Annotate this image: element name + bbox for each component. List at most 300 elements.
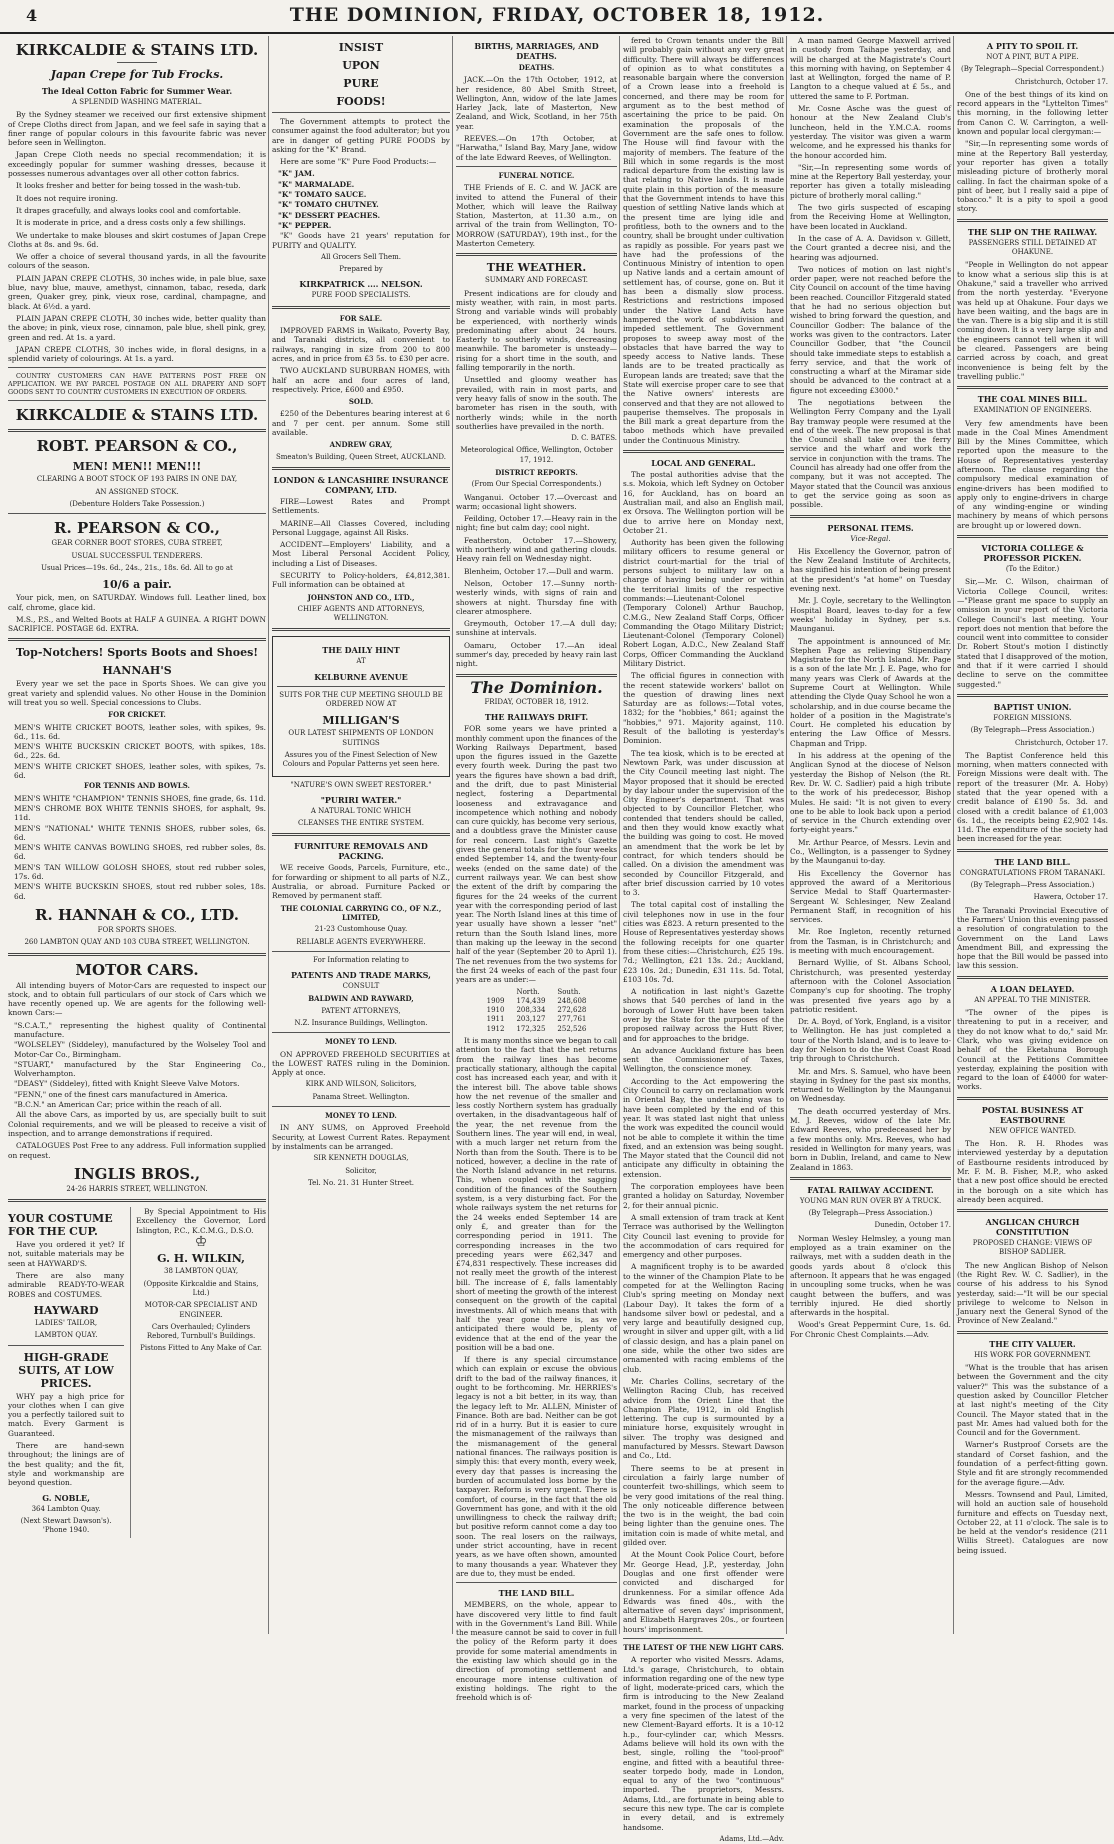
table-cell: 272,628 — [557, 1006, 587, 1015]
article-paragraph: fered to Crown tenants under the Bill will probably gain without any very great difficulty. There will always be differences of opinion as to what constitutes a reasonable bargain where the conversion of a Crown lease into a freehold is concerned, and there may be room for argument as to the best method of ascertaining the price to be paid. On examination the proposals of the Government are the safe ones to follow. The House will find favour with the majority of members. The feature of the Bill which in some regards is the most radical departure from the existing law is that relating to Native lands. It is made quite plain in this portion of the measure that the Government intends to have this question of settling Native lands which at the present time are lying idle and profitless, both to the owners and to the country, shall be brought under cultivation as rapidly as possible. For years past we have had the professions of the Continuous Ministry of intention to open up Native lands and a certain amount of settlement has, of course, gone on. But it has been a dismally slow process. Restrictions and restrictions imposed under the Native Land Acts have hampered the work of subdivision and impeded settlement. The Government proposes to sweep away most of the obstacles that have barred the way to speedy access to Native lands. These lands are to be treated practically as European lands are treated; save that the State will exercise proper care to see that the Native owners' interests are conserved and that they are not allowed to pauperise themselves. The proposals in the Bill mark a great departure from the taboo methods which have prevailed under the Continuous Ministry. — [623, 36, 784, 445]
section-heading: POSTAL BUSINESS AT EASTBOURNE — [981, 1104, 1084, 1125]
table-row — [481, 1015, 593, 1024]
ad-heading: FURNITURE REMOVALS AND PACKING. — [294, 841, 428, 862]
ad-paragraph: All intending buyers of Motor-Cars are requested to inspect our stock, and to obtain full particulars of our stock of Cars which we have recently opened up. We are agents for the following well-known Cars:— — [8, 980, 266, 1018]
ad-line: CONSULT — [342, 982, 380, 991]
ad-line: SUITS FOR THE CUP MEETING SHOULD BE ORDERED NOW AT — [279, 690, 443, 709]
article-paragraph: The Baptist Conference held this morning, when matters connected with Foreign Missions were dealt with. The report of the treasurer (Mr. A. Hoby) stated that the year opened with a credit balance of £190 5s. 3d. and closed with a credit balance of £1,003 6s. 1d., the receipts being £2,902 14s. 11d. The expenditure of the society had been increased for the year. — [957, 750, 1108, 844]
article-paragraph: Mr. J. Coyle, secretary to the Wellington Hospital Board, leaves to-day for a few weeks' holiday in Sydney, per s.s. Maunganui. — [790, 596, 951, 634]
ad-paragraph: Have you ordered it yet? If not, suitable materials may be seen at HAYWARD'S. — [8, 1240, 125, 1268]
dominion-nameplate: The Dominion. — [470, 677, 603, 697]
hayward-name: HAYWARD — [33, 1303, 99, 1317]
article-paragraph: MEMBERS, on the whole, appear to have discovered very little to find fault with in the Government's Land Bill. While the measure cannot be said to cover in full the policy of the Reform party it does provide for some material amendments in the existing law which should go in the direction of promoting settlement and encourage more intense cultivation of existing holdings. The right to the freehold which is of- — [456, 1600, 617, 1703]
ad-paragraph: We undertake to make blouses and skirt costumes of Japan Crepe Cloths at 8s. and 9s. 6d. — [8, 230, 266, 249]
k-brand-ad — [272, 41, 450, 301]
table-cell: 172,325 — [516, 1024, 546, 1033]
kirkcaldie-ad — [8, 41, 266, 424]
masthead — [0, 0, 1114, 34]
ad-item: MEN'S WHITE CRICKET BOOTS, leather soles, with spikes, 9s. 6d., 11s. 6d. — [14, 722, 266, 741]
furniture-ad — [272, 841, 450, 946]
ad-item: MEN'S WHITE CRICKET SHOES, leather soles, with spikes, 7s. 6d. — [14, 761, 266, 781]
hayward-noble-ads — [8, 1207, 124, 1538]
kirkcaldie-title-2: KIRKCALDIE & STAINS LTD. — [15, 406, 259, 425]
ad-paragraph: Here are some "K" Pure Food Products:— — [280, 157, 437, 167]
ad-line: Pistons Fitted to Any Make of Car. — [140, 1344, 262, 1353]
ad-line: THE COLONIAL CARRYING CO., OF N.Z., LIMITED, — [280, 903, 442, 922]
article-paragraph: An advance Auckland fixture has been sent the Commissioner of Taxes, Wellington, the conscience money. — [623, 1045, 784, 1074]
article-paragraph: The Hon. R. H. Rhodes was interviewed yesterday by a deputation of Eastbourne residents introduced by Mr. F. M. B. Fisher, M.P., who asked that a new post office should be erected in the borough on a site which has already been acquired. — [957, 1139, 1108, 1204]
ad-line: "NATURE'S OWN SWEET RESTORER." — [290, 780, 432, 789]
column-rule — [619, 36, 620, 1634]
ad-paragraph: WHY pay a high price for your clothes when I can give you a perfectly tailored suit to match. Every Garment is Guaranteed. — [8, 1391, 125, 1438]
ad-item: MEN'S WHITE CANVAS BOWLING SHOES, red rubber soles, 8s. 6d. — [14, 843, 266, 862]
article-paragraph: Very few amendments have been made in the Coal Mines Amendment Bill by the Mines Committee, which reported upon the measure to the House of Representatives yesterday afternoon. The clause regarding the compulsory medical examination of engine-drivers has been modified to apply only to engine-drivers in charge of any winding-engine or winding machinery by means of which persons are brought up or lowered down. — [957, 418, 1108, 530]
ad-line: PATENT ATTORNEYS, — [321, 1006, 401, 1015]
article-paragraph: Mr. and Mrs. S. Samuel, who have been staying in Sydney for the past six months, returned to Wellington by the Maunganui on Wednesday. — [790, 1066, 951, 1104]
editorial-heading: THE LAND BILL. — [498, 1588, 575, 1599]
article-paragraph: "The owner of the pipes is threatening to put in a receiver, and they do not know what to do," said Mr. Clark, who was giving evidence on behalf of the Eketahuna Borough Council at the Petitions Committee yesterday, explaining the position with regard to the loan of £4000 for water-works. — [957, 1008, 1108, 1092]
ad-item: "STUART," manufactured by the Star Engineering Co., Wolverhampton. — [14, 1059, 266, 1079]
article-paragraph: "Sir,—In representing some words of mine at the Repertory Ball yesterday, your reporter has given a totally misleading picture of brotherly moral calling. In fact the chairman spoke of a pint of beer, but I really said a pipe of tobacco." It is a pity to spoil a good story. — [957, 139, 1108, 214]
hannah-name: HANNAH'S — [102, 664, 172, 678]
article-paragraph: Wanganui. October 17.—Overcast and warm; occasional light showers. — [456, 492, 617, 511]
ad-subhead: FOR CRICKET. — [108, 710, 166, 720]
ad-paragraph: We offer a choice of several thousand yards, in all the favourite colours of the season. — [8, 252, 266, 271]
section-subhead: YOUNG MAN RUN OVER BY A TRUCK. — [799, 1196, 942, 1205]
ad-item: "DEASY" (Siddeley), fitted with Knight Sleeve Valve Motors. — [14, 1079, 240, 1089]
motor-cars-title: MOTOR CARS. — [75, 960, 199, 979]
wilkin-name: G. H. WILKIN, — [157, 1252, 245, 1266]
section-subhead: THE LATEST OF THE NEW LIGHT CARS. — [623, 1642, 784, 1652]
ad-paragraph: ACCIDENT—Employers' Liability, and a Most Liberal Personal Accident Policy, including a List of Diseases. — [272, 540, 450, 568]
patents-ad — [272, 956, 450, 1028]
insurance-ad — [272, 475, 450, 624]
section-heading: ANGLICAN CHURCH CONSTITUTION — [985, 1217, 1080, 1238]
railway-returns-table — [481, 988, 593, 1034]
section-heading: THE LAND BILL. — [994, 856, 1071, 867]
ad-line: Tel. No. 21. 31 Hunter Street. — [307, 1178, 415, 1187]
ad-tagline: A SPLENDID WASHING MATERIAL. — [72, 98, 202, 106]
article-paragraph: Norman Wesley Helmsley, a young man employed as a train examiner on the railways, met with a sudden death in the goods yards about 8 o'clock this afternoon. It appears that he was engaged in uncoupling some trucks, when he was caught between the buffers, and was terribly injured. He died shortly afterwards in the hospital. — [790, 1233, 951, 1318]
ad-item: "K" DESSERT PEACHES. — [278, 210, 381, 220]
article-paragraph: FOR some years we have printed a monthly comment upon the finances of the Working Railways Department, based upon the figures issued in the Gazette every fourth week. During the past two years the figures have shown a bad drift, and the drift, due to past Ministerial neglect, fostering a Departmental looseness and extravagance and incompetence which nothing and nobody can cure quickly, has become very serious, and a doubtless grave the Minister cause for real concern. Last night's Gazette gives the general totals for the four weeks ended September 14, and the twenty-four weeks (ended on the same date) of the current railways year. We can best show the extent of the drift by comparing the figures for the 24 weeks of the current year with the corresponding period of last year. The North Island lines at this time of year usually have shown a lesser "net" return than the South Island lines, more than making up the leeway in the second half of the year (September 20 to April 1). The net revenues from the two systems for the first 24 weeks of each of the past four years are as under:— — [456, 724, 617, 985]
table-header: North. — [516, 987, 540, 996]
article-paragraph: There seems to be at present in circulation a fairly large number of counterfeit two-shillings, which seem to be very good imitations of the real thing. The only noticeable difference between the two is in the weight, the bad coin being lighter than the genuine ones. The imitation coin is made of white metal, and gilded over. — [623, 1463, 784, 1548]
section-subhead: AN APPEAL TO THE MINISTER. — [974, 995, 1091, 1004]
ad-line: KIRK AND WILSON, Solicitors, — [305, 1080, 417, 1089]
kirkcaldie-title: KIRKCALDIE & STAINS LTD. — [15, 41, 259, 59]
column-2 — [272, 36, 450, 1634]
column-rule — [268, 36, 269, 1634]
section-subhead: DEATHS. — [518, 63, 555, 72]
milligan-ad — [272, 636, 450, 776]
article-paragraph: Messrs. Townsend and Paul, Limited, will hold an auction sale of household furniture and effects on Tuesday next, October 22, at 11 o'clock. The sale is to be held at the vendor's residence (211 Willis Street). Catalogues are now being issued. — [957, 1489, 1108, 1555]
section-heading: A PITY TO SPOIL IT. — [986, 41, 1079, 51]
article-paragraph: Bernard Wyllie, of St. Albans School, Christchurch, was presented yesterday afternoon with the Colonel Association Company's cup for shooting. The trophy was presented five years ago by a patriotic resident. — [790, 958, 951, 1014]
section-subhead: DISTRICT REPORTS. — [495, 467, 578, 477]
column-rule — [452, 36, 453, 1634]
article-paragraph: One of the best things of its kind on record appears in the "Lyttelton Times" this morning, in the following letter from Canon C. W. Carrington, a well-known and popular local clergyman:— — [957, 89, 1108, 137]
ad-heading: THE DAILY HINT — [322, 645, 400, 656]
ad-heading: FOODS! — [336, 95, 386, 108]
editorial-date: FRIDAY, OCTOBER 18, 1912. — [484, 697, 589, 706]
table-cell: 1909 — [486, 996, 505, 1005]
ad-line: ANDREW GRAY, — [329, 440, 393, 450]
article-paragraph: Unsettled and gloomy weather has prevailed, with rain in most parts, and very heavy falls of snow in the south. The barometer has risen in the south, with northerly winds; while in the north southerlies have prevailed in the north. — [456, 375, 617, 431]
ad-line: Hawera, October 17. — [1033, 893, 1108, 902]
column-5 — [790, 36, 951, 1634]
ad-line: Solicitor, — [345, 1166, 377, 1175]
ad-item: "FENN," one of the finest cars manufactured in America. — [14, 1089, 228, 1099]
section-heading: LOCAL AND GENERAL. — [651, 458, 756, 469]
death-notice: JACK.—On the 17th October, 1912, at her residence, 80 Abel Smith Street, Wellington, Ann, widow of the late James Harley Jack, late of Masterton, New Zealand, and Wick, Scotland, in her 75th year. — [456, 75, 617, 131]
article-paragraph: Mr. Cosne Asche was the guest of honour at the New Zealand Club's luncheon, held in the Y.M.C.A. rooms yesterday. The visitor was given a warm welcome, and he expressed his thanks for the honour accorded him. — [790, 104, 951, 160]
motor-cars-ad — [8, 961, 266, 1195]
ad-bullet: It does not require ironing. — [16, 193, 118, 203]
article-paragraph: A man named George Maxwell arrived in custody from Taihape yesterday, and will be charged at the Magistrate's Court this morning with having, on September 4 last at Wellington, forged the name of P. Langton to a cheque valued at £ 5s., and uttered the same to F. Portman. — [790, 36, 951, 101]
noble-heading: HIGH-GRADE SUITS, AT LOW PRICES. — [18, 1350, 114, 1390]
ad-line: Panama Street. Wellington. — [312, 1092, 410, 1101]
column-4 — [623, 36, 784, 1843]
article-paragraph: Greymouth, October 17.—A dull day; sunshine at intervals. — [456, 619, 617, 638]
ad-item: MEN'S WHITE BUCKSKIN CRICKET BOOTS, with spikes, 18s. 6d., 22s. 6d. — [14, 742, 266, 761]
ad-line: Smeaton's Building, Queen Street, AUCKLAND. — [275, 452, 447, 461]
article-paragraph: The total capital cost of installing the civil telephones now in use in the four cities was £823. A return presented to the House of Representatives yesterday shows the following receipts for one quarter from these cities:—Christchurch, £25 19s. 7d.; Wellington, £21 13s. 2d.; Auckland, £23 10s. 2d.; Dunedin, £31 11s. 5d. Total, £103 10s. 7d. — [623, 900, 784, 984]
ad-paragraph: By the Sydney steamer we received our first extensive shipment of Crepe Cloths direct from Japan, and we feel safe in saying that a finer range of popular colours in this favourite fabric was never before seen in Wellington. — [8, 110, 266, 148]
section-subhead: FUNERAL NOTICE. — [498, 170, 575, 180]
section-heading: THE COAL MINES BILL. — [977, 394, 1088, 405]
farms-for-sale-ad — [272, 314, 450, 462]
ad-line: All Grocers Sell Them. — [321, 252, 401, 261]
page-number: 4 — [26, 6, 38, 25]
section-subhead: PROPOSED CHANGE: VIEWS OF BISHOP SADLIER. — [972, 1239, 1093, 1257]
ad-item: MEN'S WHITE BUCKSKIN SHOES, stout red rubber soles, 18s. 6d. — [14, 882, 266, 901]
section-heading: THE SLIP ON THE RAILWAY. — [967, 226, 1098, 237]
bottom-ads-row — [8, 1207, 266, 1538]
ad-paragraph: WE receive Goods, Parcels, Furniture, etc., for forwarding or shipment to all parts of N.Z., Australia, or abroad. Furniture Packed or Removed by permanent staff. — [272, 863, 450, 901]
ad-paragraph: Your pick, men, on SATURDAY. Windows full. Leather lined, box calf, chrome, glace kid. — [8, 593, 266, 612]
column-6 — [957, 36, 1108, 1634]
noble-name: G. NOBLE, — [42, 1492, 90, 1503]
ad-bullet: It looks fresher and better for being tossed in the wash-tub. — [16, 181, 241, 191]
ad-line: GEAR CORNER BOOT STORES, CUBA STREET, — [51, 539, 223, 548]
article-paragraph: In the case of A. A. Davidson v. Gillett, the Court granted a decree nisi, and the hearing was adjourned. — [790, 233, 951, 262]
ad-line: (By Telegraph—Special Correspondent.) — [960, 65, 1104, 74]
section-heading: VICTORIA COLLEGE & PROFESSOR PICKEN. — [981, 543, 1084, 564]
ad-line: LAMBTON QUAY. — [34, 1331, 98, 1340]
article-paragraph: The official figures in connection with the recent statewide workers' ballot on the question of drawing lines next Saturday are as follows:—Total votes, 1832; for the "hobbies," 861; against the "hobbies," 971. Majority against, 110. Result of the balloting is yesterday's Dominion. — [623, 671, 784, 746]
pearson-ad — [8, 437, 266, 633]
ad-paragraph: SECURITY to Policy-holders, £4,812,381. Full information can be obtained at — [272, 570, 450, 590]
ad-line: CLEARING A BOOT STOCK OF 193 PAIRS IN ONE DAY, — [36, 475, 238, 484]
ad-line: 21-23 Customhouse Quay. — [314, 925, 408, 934]
table-row — [481, 1025, 593, 1034]
ad-subhead: MONEY TO LEND. — [325, 1111, 397, 1121]
ad-line: (By Telegraph—Press Association.) — [808, 1209, 933, 1218]
ad-item: PLAIN JAPAN CREPE CLOTHS, 30 inches wide, in pale blue, saxe blue, navy blue, mauve, amethyst, cinnamon, tabac, reseda, dark green, Quaker grey, pink, vieux rose, cardinal, champagne, and black. At 6½d. a yard. — [8, 273, 266, 311]
ad-paragraph: FIRE—Lowest Rates and Prompt Settlements. — [272, 496, 450, 516]
article-paragraph: Dr. A. Boyd, of York, England, is a visitor to Wellington. He has just completed a tour of the North Island, and is to leave to-day for Nelson to do the West Coast Road trip through to Christchurch. — [790, 1017, 951, 1064]
article-paragraph: Warner's Rustproof Corsets are the standard of Corset fashion, and the foundation of a perfect-fitting gown. Style and fit are strongly recommended for the average figure.—Adv. — [957, 1440, 1108, 1487]
ad-line: (By Telegraph—Press Association.) — [970, 881, 1095, 890]
ad-paragraph: M.S., P.S., and Welted Boots at HALF A GUINEA. A RIGHT DOWN SACRIFICE. POSTAGE 6d. EXTRA. — [8, 614, 266, 634]
section-heading: PERSONAL ITEMS. — [827, 522, 914, 533]
ad-line: Christchurch, October 17. — [1014, 738, 1108, 747]
ad-paragraph: MARINE—All Classes Covered, including Personal Luggage, against All Risks. — [272, 518, 450, 537]
ad-paragraph: All the above Cars, as imported by us, are specially built to suit Colonial requirements, and we will be pleased to receive a visit of inspection, and to arrange demonstrations if required. — [8, 1110, 266, 1138]
article-paragraph: Oamaru, October 17.—An ideal summer's day, preceded by heavy rain last night. — [456, 640, 617, 669]
ad-line: A NATURAL TONIC WHICH — [310, 806, 412, 815]
pearson-men: MEN! MEN!! MEN!!! — [72, 460, 202, 474]
ad-paragraph: TWO AUCKLAND SUBURBAN HOMES, with half an acre and four acres of land, respectively. Price, £600 and £950. — [272, 366, 450, 394]
ad-item: MEN'S TAN WILLOW GOLOSH SHOES, stout red rubber soles, 17s. 6d. — [14, 862, 266, 882]
ad-line: RELIABLE AGENTS EVERYWHERE. — [296, 937, 426, 946]
ad-paragraph: There are also many admirable READY-TO-WEAR ROBES and COSTUMES. — [8, 1271, 125, 1299]
article-paragraph: Feilding, October 17.—Heavy rain in the night; fine but calm day; cool night. — [456, 514, 617, 533]
inglis-title: INGLIS BROS., — [73, 1164, 201, 1183]
article-paragraph: Mr. Charles Collins, secretary of the Wellington Racing Club, has received advice from the Orient Line that the Champion Plate, 1912, in old English lettering. The cup is surmounted by a miniature horse, exquisitely wrought in silver. The trophy was designed and manufactured by Messrs. Stewart Dawson and Co., Ltd. — [623, 1376, 784, 1461]
ad-line: (Opposite Kirkcaldie and Stains, Ltd.) — [143, 1279, 259, 1297]
ad-subhead: FOR SALE. — [339, 313, 383, 323]
article-paragraph: The negotiations between the Wellington Ferry Company and the Lyall Bay tramway people were resumed at the end of the week. The new proposal is that the Council shall take over the ferry service and the wharf and work the service in conjunction with the trams. The Council has already had one offer from the company, but it was not accepted. The Mayor stated that the Council was anxious to get the service going as soon as possible. — [790, 397, 951, 510]
article-paragraph: Two notices of motion on last night's order paper, were not reached before the City Council on account of the time having been reached. Councillor Fitzgerald stated that he had no serious objection but wished to bring forward the question, and Councillor Godber: The balance of the works was given to the contractors. Later Councillor Godber, that "the Council should take immediate steps to establish a ferry service, and that the work of constructing a wharf at the Miramar side should be advanced to the contract at a figure not exceeding £3000." — [790, 264, 951, 395]
signature: D. C. BATES. — [571, 434, 617, 443]
funeral-notice: THE Friends of E. C. and W. JACK are invited to attend the Funeral of their Mother, which will leave the Railway Station, Masterton, at 11.30 a.m., on arrival of the train from Wellington, TO-MORROW (SATURDAY), 19th inst., for the Masterton Cemetery. — [456, 183, 617, 249]
ad-paragraph: CATALOGUES Post Free to any address. Full information supplied on request. — [8, 1141, 266, 1160]
ad-line: For Information relating to — [313, 955, 409, 964]
ad-bullet: It is moderate in price, and a dress costs only a few shillings. — [16, 218, 246, 228]
ad-paragraph: "K" Goods have 21 years' reputation for PURITY and QUALITY. — [272, 231, 450, 250]
article-paragraph: In his address at the opening of the Anglican Synod at the diocese of Nelson yesterday the Bishop of Nelson (the Rt. Rev. Dr. W. C. Sadlier) paid a high tribute to the work of his predecessor, Bishop Mules. He said: "It is not given to every one to be able to look back upon a period of service in the Church extending over forty-eight years." — [790, 751, 951, 835]
ad-paragraph: ON APPROVED FREEHOLD SECURITIES at the LOWEST RATES ruling in the Dominion. Apply at once. — [272, 1049, 450, 1078]
ad-paragraph: IN ANY SUMS, on Approved Freehold Security, at Lowest Current Rates. Repayment by instalments can be arranged. — [272, 1123, 450, 1151]
ad-paragraph: The Government attempts to protect the consumer against the food adulterator; but you are in danger of getting PURE FOODS by asking for the "K" Brand. — [272, 117, 450, 154]
section-subhead: HIS WORK FOR GOVERNMENT. — [974, 1350, 1091, 1359]
ad-line: Assures you of the Finest Selection of New Colours and Popular Patterns yet seen here. — [282, 750, 440, 769]
weather-heading: THE WEATHER. — [486, 261, 587, 275]
ad-item: MEN'S WHITE "CHAMPION" TENNIS SHOES, fine grade, 6s. 11d. — [14, 793, 266, 803]
ad-line: JOHNSTON AND CO., LTD., — [307, 592, 415, 602]
section-subhead: NEW OFFICE WANTED. — [989, 1126, 1076, 1135]
ad-paragraph: Every year we set the pace in Sports Shoes. We can give you great variety and splendid values. No other House in the Dominion will treat you so well. Special concessions to Clubs. — [8, 679, 266, 707]
article-paragraph: "People in Wellington do not appear to know what a serious slip this is at Ohakune," said a traveller who arrived from the north yesterday. "Everyone was held up at Ohakune. Four days we have been waiting, and the bags are in the van. There is a big slip and it is still coming down. It is a very large slip and the engineers cannot tell when it will be cleared. Passengers are being carried across by coach, and great inconvenience is being felt by the travelling public." — [957, 260, 1108, 381]
section-heading: THE CITY VALUER. — [989, 1338, 1076, 1349]
section-subhead: NOT A PINT, BUT A PIPE. — [986, 53, 1079, 61]
column-1 — [8, 36, 266, 1634]
ad-line: CLEANSES THE ENTIRE SYSTEM. — [298, 819, 424, 828]
table-cell: 1912 — [486, 1024, 505, 1033]
ad-heading: UPON — [342, 59, 380, 72]
section-heading: BAPTIST UNION. — [993, 701, 1072, 712]
table-cell: 248,608 — [557, 996, 587, 1005]
ad-line: LADIES' TAILOR, — [34, 1318, 98, 1327]
table-cell: 1910 — [486, 1006, 505, 1015]
article-paragraph: According to the Act empowering the City Council to carry on reclamation work in Oriental Bay, the undertaking was to have been completed by the end of this year. It was stated last night that unless the work was expedited the council would not be able to complete it within the time fixed, and an extension was being sought. The Mayor stated that the Council did not anticipate any difficulty in obtaining the extension. — [623, 1076, 784, 1179]
japan-crepe-heading: Japan Crepe for Tub Frocks. — [50, 68, 224, 81]
ad-item: JAPAN CREPE CLOTHS, 30 inches wide, in floral designs, in a splendid variety of colourings. At 1s. a yard. — [8, 344, 266, 364]
ad-item: MEN'S "NATIONAL" WHITE TENNIS SHOES, rubber soles, 6s. 6d. — [14, 823, 266, 842]
ad-heading: INSIST — [338, 41, 384, 54]
table-cell: 252,526 — [557, 1024, 587, 1033]
article-paragraph: Sir,—Mr. C. Wilson, chairman of Victoria College Council, writes:—"Please grant me space to supply an omission in your report of the Victoria College Council's last meeting. Your report does not mention that before the council went into committee to consider Dr. Robert Stout's motion I distinctly stated that I disapproved of the motion, and that if it were carried I should decline to serve on the committee suggested." — [957, 577, 1108, 689]
hannah-ad — [8, 646, 266, 947]
wilkin-ad — [130, 1207, 266, 1538]
ad-item: MEN'S CHROME BOX WHITE TENNIS SHOES, for asphalt, 9s. 11d. — [14, 803, 266, 823]
hannah-title: Top-Notchers! Sports Boots and Shoes! — [15, 646, 259, 660]
table-cell: 277,761 — [557, 1015, 587, 1024]
ad-line: AN ASSIGNED STOCK. — [95, 487, 179, 496]
ad-line: CHIEF AGENTS AND ATTORNEYS, WELLINGTON. — [297, 604, 425, 623]
ad-paragraph: There are hand-sewn throughout; the linings are of the best quality; and the fit, style and workmanship are beyond question. — [8, 1441, 125, 1488]
ad-item: "K" JAM. — [278, 169, 315, 179]
ad-item: "S.C.A.T.," representing the highest quality of Continental manufacture. — [14, 1020, 266, 1039]
ad-line: MOTOR-CAR SPECIALIST AND ENGINEER. — [144, 1301, 258, 1319]
article-paragraph: Mr. Roe Ingleton, recently returned from the Tasman, is in Christchurch; and is meeting with much encouragement. — [790, 927, 951, 956]
japan-crepe-subheading: The Ideal Cotton Fabric for Summer Wear. — [41, 86, 233, 96]
table-cell: 1911 — [486, 1015, 505, 1024]
article-paragraph: The postal authorities advise that the s.s. Mokoia, which left Sydney on October 16, for Auckland, has on board an Australian mail, and also an English mail, ex Orsova. The Wellington portion will be due to arrive here on Monday next, October 21. — [623, 470, 784, 535]
article-paragraph: The Taranaki Provincial Executive of the Farmers' Union this evening passed a resolution of congratulation to the Government on the Land Laws Amendment Bill, and expressing the hope that the Bill would be passed into law this session. — [957, 905, 1108, 971]
ad-line: (Next Stewart Dawson's). 'Phone 1940. — [20, 1516, 112, 1535]
ad-line: FOR SPORTS SHOES. — [97, 925, 177, 934]
ad-line: (From Our Special Correspondents.) — [471, 480, 602, 489]
article-paragraph: At the Mount Cook Police Court, before Mr. George Head, J.P., yesterday, John Douglas and one first offender were convicted and discharged for drunkenness. For a similar offence Ada Edwards was fined 40s., with the alternative of seven days' imprisonment, and Elizabeth Hargraves 20s., or fourteen hours' imprisonment. — [623, 1550, 784, 1634]
ad-line: Adams, Ltd.—Adv. — [719, 1834, 784, 1843]
puriri-ad — [272, 781, 450, 829]
article-paragraph: A notification in last night's Gazette shows that 540 perches of land in the borough of Lower Hutt have been taken over by the State for the purposes of the proposed railway across the Hutt River, and for approaches to the bridge. — [623, 987, 784, 1043]
ad-item: "K" MARMALADE. — [278, 179, 355, 189]
pearson-title: ROBT. PEARSON & CO., — [36, 437, 238, 456]
ad-line: 364 Lambton Quay. — [31, 1504, 101, 1513]
table-header: South. — [557, 987, 581, 996]
newspaper-title: THE DOMINION, FRIDAY, OCTOBER 18, 1912. — [289, 4, 825, 26]
article-paragraph: Authority has been given the following military officers to resume general or district court-martial for the trial of persons subject to military law on a charge of having being under or within the territorial limits of the respective commands:—Lieutenant-Colonel (Temporary Colonel) Arthur Bauchop, C.M.G., New Zealand Staff Corps, Officer Commanding the Otago Military District; Lieutenant-Colonel (Temporary Colonel) Robert Logan, A.D.C., New Zealand Staff Corps, Officer Commanding the Auckland Military District. — [623, 538, 784, 668]
ad-subhead: MONEY TO LEND. — [325, 1037, 397, 1047]
milligan-name: MILLIGAN'S — [322, 714, 400, 728]
royal-crest-icon: ♔ — [194, 1234, 208, 1251]
kirkpatrick-name: KIRKPATRICK .... NELSON. — [299, 279, 423, 290]
section-heading: A LOAN DELAYED. — [990, 983, 1075, 994]
column-rule — [786, 36, 787, 1634]
column-rule — [953, 36, 954, 1634]
article-paragraph: A reporter who visited Messrs. Adams, Ltd.'s garage, Christchurch, to obtain information regarding one of the new type of light, moderate-priced cars, which the firm is introducing to the New Zealand market, found in the process of unpacking a very fine specimen of the latest of the new Clement-Bayard efforts. It is a 10-12 h.p., four-cylinder car, which Messrs. Adams believe will hold its own with the best, single, rolling the "tool-proof" engine, and fitted with a beautiful three-seater torpedo body, made in London, equal to any of the two "continuous" imported. The proprietors, Messrs. Adams, Ltd., are fortunate in being able to secure this new type. The car is complete in every detail, and is extremely handsome. — [623, 1655, 784, 1832]
ad-paragraph: Japan Crepe Cloth needs no special recommendation; it is exceedingly popular for summer washing dresses, because it possesses numerous advantages over all other cotton fabrics. — [8, 150, 266, 179]
pearson-price: 10/6 a pair. — [102, 578, 172, 592]
article-paragraph: "Sir,—In representing some words of mine at the Repertory Ball yesterday, your reporter has given a totally misleading picture of brotherly moral calling." — [790, 162, 951, 200]
section-subhead: FOREIGN MISSIONS. — [993, 713, 1072, 722]
section-subhead: PASSENGERS STILL DETAINED AT OHAKUNE. — [968, 238, 1097, 257]
ad-line: 260 LAMBTON QUAY AND 103 CUBA STREET, WELLINGTON. — [24, 938, 250, 947]
ad-line: PURE FOOD SPECIALISTS. — [311, 291, 411, 300]
column-3 — [456, 36, 618, 1703]
ad-item: "B.C.N." an American Car; price within the reach of all. — [14, 1100, 222, 1110]
ad-item: "WOLSELEY" (Siddeley), manufactured by the Wolseley Tool and Motor-Car Co., Birmingham. — [14, 1040, 266, 1059]
money-to-lend-ad — [272, 1037, 450, 1102]
article-paragraph: It is many months since we began to call attention to the fact that the net returns from the railway lines has become practically stationary, although the capital cost has increased each year, and with it the interest bill. The above table shows how the net revenue of the smaller and less costly Northern system has gradually overtaken, in the disadvantageous half of the year, the net revenue from the Southern lines. The year will end, in weal, with a much larger net return from the North than from the South. There is to be noticed, however, a decline in the rate of the North Island advance in net returns. This, when coupled with the sagging condition of the finances of the Southern system, is a very disturbing fact. For the whole railways system the net returns for the 24 weeks ended September 14 are only £, and greater than for the corresponding period in 1911. The corresponding increases in the two preceding years were £62,347 and £74,831 respectively. These increases did not really meet the growth of the interest bill. The increase of £, falls lamentably short of meeting the growth of the interest consequent on the growth of the capital investments. All of which means that with half the year gone there is, as we anticipated there would be, plenty of evidence that at the end of the year the position will be a bad one. — [456, 1036, 618, 1352]
section-heading: FATAL RAILWAY ACCIDENT. — [807, 1184, 934, 1195]
ad-item: PLAIN JAPAN CREPE CLOTH, 30 inches wide, better quality than the above; in pink, vieux rose, cinnamon, pale blue, shell pink, grey, green and red. At 1s. a yard. — [8, 313, 266, 342]
table-row — [481, 1006, 593, 1015]
article-paragraph: The appointment is announced of Mr. Stephen Page as relieving Stipendiary Magistrate for the North Island. Mr. Page is a son of the late Mr. J. E. Page, who for many years was Clerk of Awards at the Supreme Court at Wellington. While attending the Clyde Quay School he won a scholarship, and in due course became the holder of a position in the Magistrate's Court. He completed his education by entering the Law Office of Messrs. Chapman and Tripp. — [790, 636, 951, 748]
table-cell: 174,439 — [516, 996, 546, 1005]
ad-line: Dunedin, October 17. — [874, 1221, 951, 1230]
ad-item: "K" TOMATO CHUTNEY. — [278, 200, 379, 210]
article-paragraph: A magnificent trophy is to be awarded to the winner of the Champion Plate to be competed for at the Wellington Racing Club's spring meeting on Monday next (Labour Day). It takes the form of a handsome silver bowl or pedestal, and a very large and beautifully designed cup, wrought in silver and upper gilt, with a lid of classic design, and has a plain panel on one side, while the other two sides are ornamented with racing emblems of the club. — [623, 1262, 784, 1374]
puriri-name: "PURIRI WATER." — [320, 794, 402, 805]
ad-line: AT — [356, 657, 366, 666]
ad-item: "K" PEPPER. — [278, 220, 332, 230]
hannah-firm: R. HANNAH & CO., LTD. — [35, 905, 239, 924]
editorial-heading: THE RAILWAYS DRIFT. — [484, 712, 589, 723]
ad-line: USUAL SUCCESSFUL TENDERERS. — [71, 551, 203, 560]
article-paragraph: The two girls suspected of escaping from the Receiving Home at Wellington, have been located in Auckland. — [790, 203, 951, 231]
table-header — [481, 988, 511, 997]
ad-paragraph: COUNTRY CUSTOMERS CAN HAVE PATTERNS POST FREE ON APPLICATION. WE PAY PARCEL POSTAGE ON ALL DRAPERY AND SOFT GOODS SENT TO COUNTRY CUSTOMERS IN EXECUTION OF ORDERS. — [8, 372, 266, 397]
section-subhead: (To the Editor.) — [1005, 565, 1060, 574]
ad-subhead: SOLD. — [348, 397, 374, 407]
article-paragraph: If there is any special circumstance which can explain or excuse the obvious drift to the bad of the railway finances, it ought to be forthcoming. Mr. HERRIES's legacy is not a bit better, in its way, than the legacy left to Mr. ALLEN, Minister of Finance. Both are bad. Neither can be got rid of in a hurry. But it is easier to cure the mismanagement of the railways than the mismanagement of the general national finances. The railways position is simply this: that every month, every week, every day that passes is increasing the burden of accumulated loss borne by the taxpayer. Reform is very urgent. There is comfort, of course, in the fact that the old Government has gone, and with it the old unwillingness to check the railway drift; but positive reform cannot come a day too soon. The real losers on the railways, under strict accounting, have in recent years, as we have often shown, amounted to many thousands a year. Whatever they are due to, they must be ended. — [456, 1355, 617, 1578]
ad-line: N.Z. Insurance Buildings, Wellington. — [294, 1019, 428, 1027]
article-paragraph: The tea kiosk, which is to be erected at Newtown Park, was under discussion at the City Council meeting last night. The Mayor proposed that it should be erected by day labour under the supervision of the City Engineer's department. That was objected to by Councillor Fletcher, who contended that tenders should be called, and then they would know exactly what the building was going to cost. He moved an amendment that the work be let by contract, for which tenders should be called. On a division the amendment was seconded by Councillor Fitzgerald, and after brief discussion carried by 10 votes to 3. — [623, 748, 784, 898]
ad-line: SIR KENNETH DOUGLAS, — [313, 1154, 409, 1163]
article-paragraph: Nelson, October 17.—Sunny north-westerly winds, with signs of rain and showers at night. Thursday fine with clearer atmosphere. — [456, 578, 617, 616]
ad-heading: KELBURNE AVENUE — [314, 671, 408, 682]
ad-item: "K" TOMATO SAUCE. — [278, 190, 367, 200]
table-cell: 208,334 — [516, 1006, 546, 1015]
section-subhead: CONGRATULATIONS FROM TARANAKI. — [959, 868, 1106, 877]
article-paragraph: Wood's Great Peppermint Cure, 1s. 6d. For Chronic Chest Complaints.—Adv. — [790, 1320, 951, 1339]
article-paragraph: Featherston, October 17.—Showery, with northerly wind and gathering clouds. Heavy rain fell on Wednesday night. — [456, 535, 617, 564]
ad-line: 38 LAMBTON QUAY, — [164, 1267, 239, 1276]
section-heading: BIRTHS, MARRIAGES, AND DEATHS. — [474, 41, 599, 61]
ad-line: OUR LATEST SHIPMENTS OF LONDON SUITINGS — [288, 729, 434, 747]
ad-bullet: It drapes gracefully, and always looks cool and comfortable. — [16, 205, 241, 215]
article-paragraph: His Excellency the Governor, patron of the New Zealand Institute of Architects, has signified his intention of being present at the president's "at home" on Tuesday evening next. — [790, 546, 951, 594]
death-notice: REEVES.—On 17th October, at "Harwatha," Island Bay, Mary Jane, widow of the late Edward Reeves, of Wellington. — [456, 134, 617, 162]
table-cell: 203,127 — [516, 1015, 546, 1024]
hayward-heading: YOUR COSTUME FOR THE CUP. — [8, 1212, 113, 1239]
article-paragraph: The corporation employees have been granted a holiday on Saturday, November 2, for their annual picnic. — [623, 1182, 784, 1210]
article-paragraph: Present indications are for cloudy and misty weather, with rain, in most parts. Strong and variable winds will probably be experienced, with northerly winds predominating after about 24 hours. Easterly to southerly winds, decreasing meanwhile. The barometer is unsteady—rising for a short time in the south, and falling temporarily in the north. — [456, 288, 617, 373]
ad-line: (By Telegraph—Press Association.) — [970, 726, 1095, 735]
article-paragraph: Mr. Arthur Pearce, of Messrs. Levin and Co., Wellington, is a passenger to Sydney by the Maunganui to-day. — [790, 837, 951, 866]
article-paragraph: Blenheim, October 17.—Dull and warm. — [464, 566, 614, 576]
article-paragraph: The new Anglican Bishop of Nelson (the Right Rev. W. C. Sadlier), in the course of his address to his Synod yesterday, said:—"It will be our special privilege to welcome to Nelson in January next the General Synod of the Province of New Zealand." — [957, 1260, 1108, 1326]
article-paragraph: A small extension of tram track at Kent Terrace was authorised by the Wellington City Council last evening to provide for the accommodation of cars required for emergency and other purposes. — [623, 1212, 784, 1260]
ad-paragraph: £250 of the Debentures bearing interest at 6 and 7 per cent. per annum. Some still available. — [272, 409, 450, 438]
ad-paragraph: IMPROVED FARMS in Waikato, Poverty Bay, and Taranaki districts, all convenient to railways, ranging in size from 200 to 800 acres, and in price from £3 5s. to £30 per acre. — [272, 326, 450, 363]
ad-line: 24-26 HARRIS STREET, WELLINGTON. — [66, 1184, 208, 1193]
ad-subhead: FOR TENNIS AND BOWLS. — [84, 781, 190, 791]
ad-line: Christchurch, October 17. — [1014, 77, 1108, 86]
ad-heading: PATENTS AND TRADE MARKS, — [291, 970, 431, 981]
ad-heading: PURE — [343, 77, 379, 90]
article-paragraph: "What is the trouble that has arisen between the Government and the city valuer?" This was the substance of a question asked by Councillor Fletcher at last night's meeting of the City Council. The Mayor stated that in the past Mr. Ames had valued both for the Council and for the Government. — [957, 1363, 1108, 1438]
ad-line: Prepared by — [339, 265, 383, 274]
ad-line: Meteorological Office, Wellington, October 17, 1912. — [460, 446, 613, 464]
ad-line: (Debenture Holders Take Possession.) — [69, 500, 205, 509]
section-subhead: Vice-Regal. — [850, 534, 891, 543]
ad-line: Usual Prices—19s. 6d., 24s., 21s., 18s. 6d. All to go at — [41, 563, 233, 572]
ad-paragraph: By Special Appointment to His Excellency the Governor, Lord Islington, P.C., K.C.M.G., D.S.O. — [136, 1207, 266, 1235]
article-paragraph: His Excellency the Governor has approved the award of a Meritorious Service Medal to Staff Quartermaster-Sergeant W. Schlesinger, New Zealand Permanent Staff, in recognition of his services. — [790, 868, 951, 925]
insurance-title: LONDON & LANCASHIRE INSURANCE COMPANY, LTD. — [273, 474, 449, 495]
section-subhead: SUMMARY AND FORECAST. — [484, 276, 589, 285]
table-row — [481, 997, 593, 1006]
article-paragraph: The death occurred yesterday of Mrs. M. J. Reeves, widow of the late Mr. Edward Reeves, who predeceased her by a few months only. Mrs. Reeves, who had resided in Wellington for many years, was born in Dublin, Ireland, and came to New Zealand in 1863. — [790, 1106, 951, 1172]
ad-line: BALDWIN AND RAYWARD, — [308, 994, 414, 1004]
money-to-lend-ad-2 — [272, 1111, 450, 1188]
